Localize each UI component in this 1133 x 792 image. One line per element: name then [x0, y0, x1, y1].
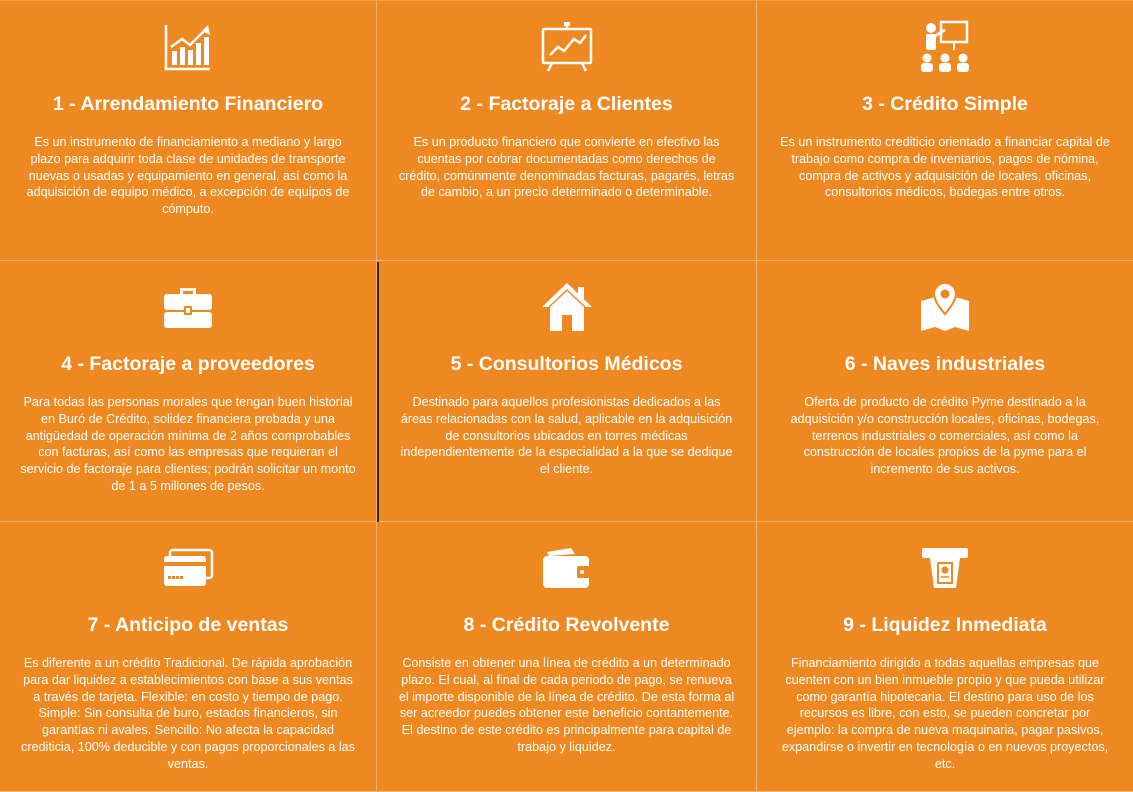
card-description: Es un instrumento crediticio orientado a financiar capital de trabajo como compra de inventarios, pagos de nómina, compra de activos y adquisición de locales, oficinas, consultorios médicos, bodegas entre otros. — [780, 135, 1110, 200]
card-description: Es un producto financiero que convierte en efectivo las cuentas por cobrar documentadas como derechos de crédito, comúnmente denominadas facturas, pagarés, letras de cambio, a un precio determinado o determinable. — [398, 135, 735, 200]
atm-cash-icon — [757, 540, 1133, 596]
card-description: Para todas las personas morales que tengan buen historial en Buró de Crédito, solidez financiera probada y una antigüedad de operación mínima de 2 años comprobables con facturas, así como las empresas que requieran el servicio de factoraje para clientes; podrán solicitar un monto de 1 a 5 millones de pesos. — [20, 395, 356, 493]
presenter-audience-icon — [757, 19, 1133, 75]
card-consultorios-medicos — [377, 261, 757, 522]
wallet-icon — [377, 540, 756, 596]
card-arrendamiento-financiero — [0, 0, 377, 261]
card-description: Oferta de producto de crédito Pyme destinado a la adquisición y/o construcción locales, oficinas, bodegas, terrenos industriales o comerciales, así como la construcción de locales propios de la pyme para el incremento de sus activos. — [790, 395, 1100, 477]
card-description: Consiste en obtener una línea de crédito a un determinado plazo. El cual, al final de cada periodo de pago, se renueva el importe disponible de la línea de crédito. De esta forma al ser acreedor puedes obtener este beneficio contantemente. El destino de este crédito es principalmente para capital de trabajo y liquidez. — [398, 656, 735, 754]
card-title: 6 - Naves industriales — [844, 353, 1046, 375]
card-anticipo-ventas — [0, 522, 377, 792]
card-description: Es un instrumento de financiamiento a mediano y largo plazo para adquirir toda clase de unidades de transporte nuevas o usadas y equipamiento en general, así como la adquisición de equipo médico, a excepción de equipos de cómputo. — [26, 135, 350, 217]
card-description: Financiamiento dirigido a todas aquellas empresas que cuenten con un bien inmueble propio y que pueda utilizar como garantía hipotecaria. El destino para uso de los recursos es libre, con esto, se pueden concretar por ejemplo: la compra de nueva maquinaria, pagar pasivos, expandirse o invertir en tecnología o en nuevos proyectos, etc. — [781, 656, 1109, 771]
card-factoraje-proveedores — [0, 261, 377, 522]
card-title: 1 - Arrendamiento Financiero — [52, 93, 324, 115]
card-naves-industriales — [757, 261, 1133, 522]
card-title: 5 - Consultorios Médicos — [450, 353, 683, 375]
briefcase-icon — [0, 279, 376, 335]
card-factoraje-clientes — [377, 0, 757, 261]
bar-chart-growth-icon — [0, 19, 376, 75]
card-title: 4 - Factoraje a proveedores — [61, 353, 315, 375]
presentation-chart-icon — [377, 19, 756, 75]
card-title: 2 - Factoraje a Clientes — [460, 93, 673, 115]
map-pin-icon — [757, 279, 1133, 335]
card-description: Es diferente a un crédito Tradicional. De rápida aprobación para dar liquidez a establecimientos con base a sus ventas a través de tarjeta. Flexible: en costo y tiempo de pago. Simple: Sin consulta de buro, estados financieros, sin garantías ni avales. Sencillo: No afecta la capacidad crediticia, 100% deducible y con pagos proporcionales a las ventas. — [21, 656, 355, 771]
card-title: 9 - Liquidez Inmediata — [843, 614, 1047, 636]
card-title: 7 - Anticipo de ventas — [87, 614, 289, 636]
house-icon — [377, 279, 756, 335]
card-title: 8 - Crédito Revolvente — [463, 614, 670, 636]
card-credito-simple — [757, 0, 1133, 261]
card-credito-revolvente — [377, 522, 757, 792]
column-divider — [377, 262, 379, 522]
card-description: Destinado para aquellos profesionistas dedicados a las áreas relacionadas con la salud, aplicable en la adquisición de consultorios ubicados en torres médicas independientemente de la especialidad a la que se dedique el cliente. — [400, 395, 733, 477]
card-title: 3 - Crédito Simple — [862, 93, 1028, 115]
card-liquidez-inmediata — [757, 522, 1133, 792]
credit-cards-icon — [0, 540, 376, 596]
